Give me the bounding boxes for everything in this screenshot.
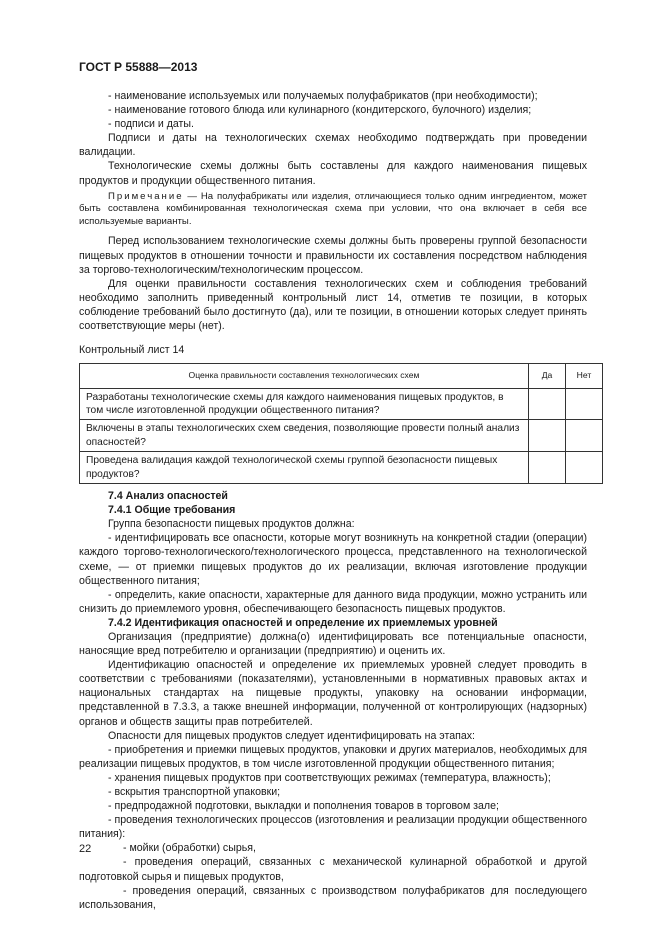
list-item: - определить, какие опасности, характерные для данного вида продукции, можно устранить или снизить до приемлемого уровня, обеспечивающего безопасность пищевых продуктов. <box>79 588 587 615</box>
checklist-table <box>79 363 603 484</box>
list-item: - наименование используемых или получаемых полуфабрикатов (при необходимости); <box>108 90 538 102</box>
column-header-yes: Да <box>529 364 566 388</box>
table-row <box>80 420 603 452</box>
list-item: - мойки (обработки) сырья, <box>123 842 256 855</box>
list-item: - проведения технологических процессов (изготовления и реализации продукции общественного питания): <box>79 814 587 841</box>
checkbox-yes[interactable] <box>529 452 566 484</box>
table-cell: Разработаны технологические схемы для каждого наименования пищевых продуктов, в том числе изготовленной продукции общественного питания? <box>80 388 529 420</box>
paragraph: Подписи и даты на технологических схемах необходимо подтверждать при проведении валидации. <box>79 132 587 159</box>
note <box>79 191 587 229</box>
table-row <box>80 388 603 420</box>
checkbox-yes[interactable] <box>529 420 566 452</box>
checkbox-yes[interactable] <box>529 388 566 420</box>
checkbox-no[interactable] <box>566 420 603 452</box>
list-item: - идентифицировать все опасности, которые могут возникнуть на конкретной стадии (операции) каждого торгово-технологического/технологического процесса, представленного на технологической схеме, — от приемки пищевых продуктов до их реализации, включая изготовление продукции общественного питания; <box>79 532 587 587</box>
paragraph: Организация (предприятие) должна(о) идентифицировать все потенциальные опасности, наносящие вред потребителю и организации (предприятию) и оценить их. <box>79 630 587 658</box>
table-cell: Проведена валидация каждой технологической схемы группой безопасности пищевых продуктов? <box>80 452 529 484</box>
list-item: - приобретения и приемки пищевых продуктов, упаковки и других материалов, необходимых для реализации пищевых продуктов, в том числе изготовленной продукции общественного питания; <box>79 743 587 770</box>
list-item: - предпродажной подготовки, выкладки и пополнения товаров в торговом зале; <box>108 800 499 813</box>
paragraph: Группа безопасности пищевых продуктов должна: <box>108 518 355 531</box>
paragraph: Перед использованием технологические схемы должны быть проверены группой безопасности пищевых продуктов в отношении точности и правильности их составления посредством наблюдения за торгово-технологическим/технологическим процессом. <box>79 235 587 276</box>
subsection-heading: 7.4.1 Общие требования <box>108 504 236 517</box>
list-item: - подписи и даты. <box>108 118 194 131</box>
list-item: - хранения пищевых продуктов при соответствующих режимах (температура, влажность); <box>108 771 551 784</box>
list-item: - наименование готового блюда или кулинарного (кондитерского, булочного) изделия; <box>108 104 532 117</box>
subsection-heading: 7.4.2 Идентификация опасностей и определение их приемлемых уровней <box>108 616 498 629</box>
list-item: - вскрытия транспортной упаковки; <box>108 786 281 798</box>
checkbox-no[interactable] <box>566 452 603 484</box>
page-number: 22 <box>79 843 92 855</box>
list-item: - проведения операций, связанных с механической кулинарной обработкой и другой подготовкой сырья и пищевых продуктов, <box>79 856 587 883</box>
note-label: Примечание <box>108 190 184 202</box>
table-header-row <box>80 364 603 388</box>
document-body <box>79 89 592 912</box>
section-heading: 7.4 Анализ опасностей <box>108 490 228 503</box>
paragraph: Технологические схемы должны быть составлены для каждого наименования пищевых продуктов и продукции общественного питания. <box>79 160 587 187</box>
column-header-no: Нет <box>566 364 603 388</box>
checklist-caption: Контрольный лист 14 <box>79 344 185 357</box>
paragraph: Для оценки правильности составления технологических схем и соблюдения требований необходимо заполнить приведенный контрольный лист 14, отметив те позиции, в которых соблюдение требований было достигнуто (да), или те позиции, в отношении которых следует принять соответствующие меры (нет). <box>79 277 587 332</box>
document-header-code: ГОСТ Р 55888—2013 <box>79 60 198 74</box>
note-text: — На полуфабрикаты или изделия, отличающиеся только одним ингредиентом, может быть составлена комбинированная технологическая схема при условии, что она включает в себя все используемые варианты. <box>79 190 587 227</box>
paragraph: Идентификацию опасностей и определение их приемлемых уровней следует проводить в соответствии с требованиями (показателями), установленными в нормативных правовых актах и национальных стандартах на пищевые продукты, упаковку на основании информации, представленной в 7.3.3, а также внешней информации, полученной от контролирующих (надзорных) органов и обществ защиты прав потребителей. <box>79 659 587 728</box>
table-row <box>80 452 603 484</box>
checkbox-no[interactable] <box>566 388 603 420</box>
column-header-main: Оценка правильности составления технологических схем <box>80 364 529 388</box>
list-item: - проведения операций, связанных с производством полуфабрикатов для последующего использования, <box>79 884 587 911</box>
table-cell: Включены в этапы технологических схем сведения, позволяющие провести полный анализ опасностей? <box>80 420 529 452</box>
paragraph: Опасности для пищевых продуктов следует идентифицировать на этапах: <box>108 729 475 742</box>
